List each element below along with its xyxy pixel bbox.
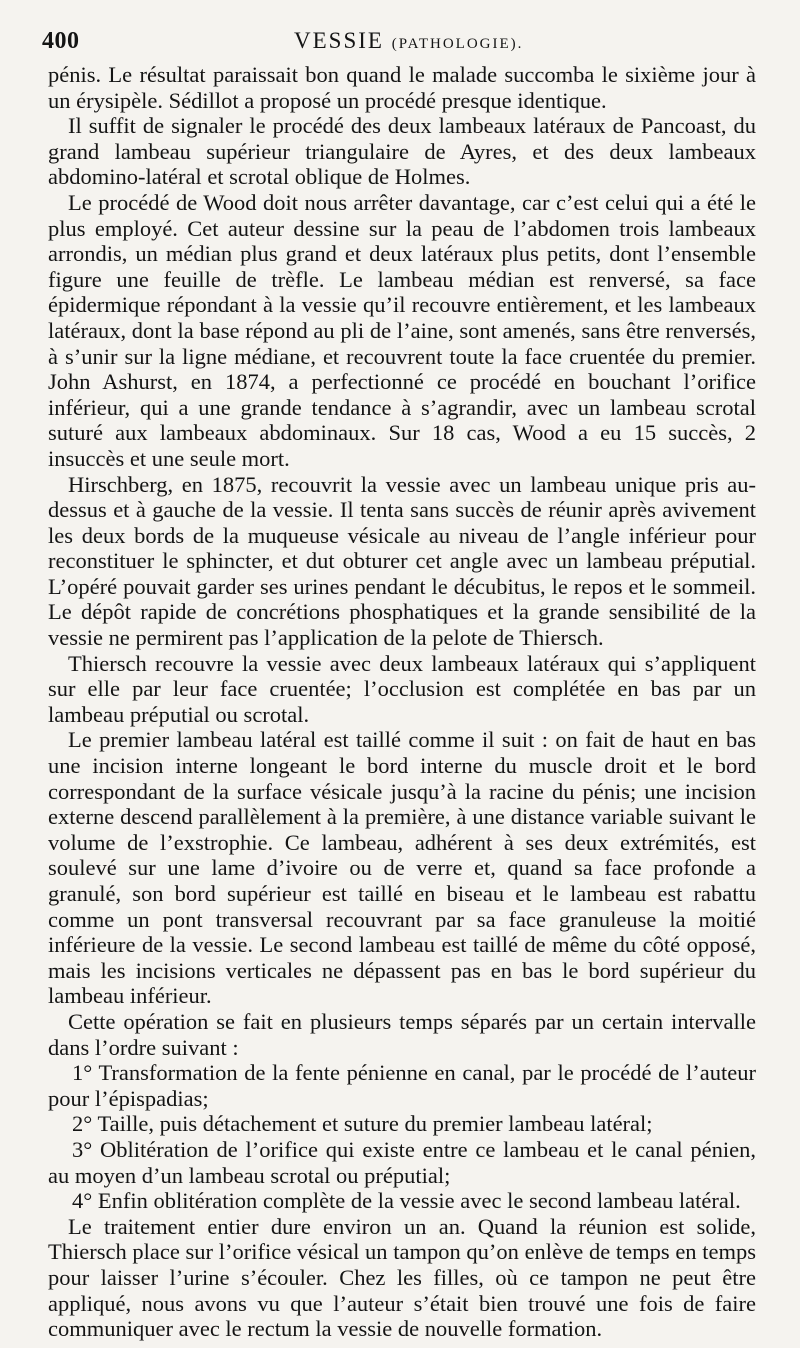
list-item: 4° Enfin oblitération complète de la vessie avec le second lambeau latéral. [72, 1188, 741, 1214]
page-number: 400 [42, 28, 80, 54]
list-item: 3° Oblitération de l’orifice qui existe entre ce lambeau et le canal pénien, au moyen d’un lambeau scrotal ou préputial; [48, 1136, 756, 1188]
paragraph: Hirschberg, en 1875, recouvrit la vessie avec un lambeau unique pris au-dessus et à gauche de la vessie. Il tenta sans succès de réunir après avivement les deux bords de la muqueuse vésicale au niveau de l’angle inférieur pour reconstituer le sphincter, et dut obturer cet angle avec un lambeau préputial. L’opéré pouvait garder ses urines pendant le décubitus, le repos et le sommeil. Le dépôt rapide de concrétions phosphatiques et la grande sensibilité de la vessie ne permirent pas l’application de la pelote de Thiersch. [48, 471, 756, 651]
paragraph: Le premier lambeau latéral est taillé comme il suit : on fait de haut en bas une incision interne longeant le bord interne du muscle droit et le bord correspondant de la surface vésicale jusqu’à la racine du pénis; une incision externe descend parallèlement à la première, à une distance variable suivant le volume de l’exstrophie. Ce lambeau, adhérent à ses deux extrémités, est soulevé sur une lame d’ivoire ou de verre et, quand sa face profonde a granulé, son bord supérieur est taillé en biseau et le lambeau est rabattu comme un pont transversal recouvrant par sa face granuleuse la moitié inférieure de la vessie. Le second lambeau est taillé de même du côté opposé, mais les incisions verticales ne dépassent pas en bas le bord supérieur du lambeau inférieur. [48, 727, 756, 1009]
running-title: VESSIE [294, 28, 384, 53]
running-head [294, 28, 523, 54]
paragraph: Le traitement entier dure environ un an. Quand la réunion est solide, Thiersch place sur l’orifice vésical un tampon qu’on enlève de temps en temps pour laisser l’urine s’écouler. Chez les filles, où ce tampon ne peut être appliqué, nous avons vu que l’auteur s’était bien trouvé une fois de faire communiquer avec le rectum la vessie de nouvelle formation. [48, 1213, 756, 1342]
paragraph: pénis. Le résultat paraissait bon quand le malade succomba le sixième jour à un érysipèle. Sédillot a proposé un procédé presque identique. [48, 62, 756, 113]
paragraph: Le procédé de Wood doit nous arrêter davantage, car c’est celui qui a été le plus employé. Cet auteur dessine sur la peau de l’abdomen trois lambeaux arrondis, un médian plus grand et deux latéraux plus petits, dont l’ensemble figure une feuille de trèfle. Le lambeau médian est renversé, sa face épidermique répondant à la vessie qu’il recouvre entièrement, et les lambeaux latéraux, dont la base répond au pli de l’aine, sont amenés, sans être renversés, à s’unir sur la ligne médiane, et recouvrent toute la face cruentée du premier. John Ashurst, en 1874, a perfectionné ce procédé en bouchant l’orifice inférieur, qui a une grande tendance à s’agrandir, avec un lambeau scrotal suturé aux lambeaux abdominaux. Sur 18 cas, Wood a eu 15 succès, 2 insuccès et une seule mort. [48, 189, 756, 471]
running-subtitle: (PATHOLOGIE). [391, 36, 524, 52]
paragraph: Cette opération se fait en plusieurs temps séparés par un certain intervalle dans l’ordre suivant : [48, 1008, 756, 1060]
body-text [48, 62, 756, 1342]
paragraph: Il suffit de signaler le procédé des deux lambeaux latéraux de Pancoast, du grand lambeau supérieur triangulaire de Ayres, et des deux lambeaux abdomino-latéral et scrotal oblique de Holmes. [48, 113, 756, 190]
paragraph: Thiersch recouvre la vessie avec deux lambeaux latéraux qui s’appliquent sur elle par leur face cruentée; l’occlusion est complétée en bas par un lambeau préputial ou scrotal. [48, 650, 756, 727]
list-item: 2° Taille, puis détachement et suture du premier lambeau latéral; [72, 1111, 653, 1137]
page-header [42, 20, 762, 60]
list-item: 1° Transformation de la fente pénienne en canal, par le procédé de l’auteur pour l’épispadias; [48, 1060, 756, 1111]
